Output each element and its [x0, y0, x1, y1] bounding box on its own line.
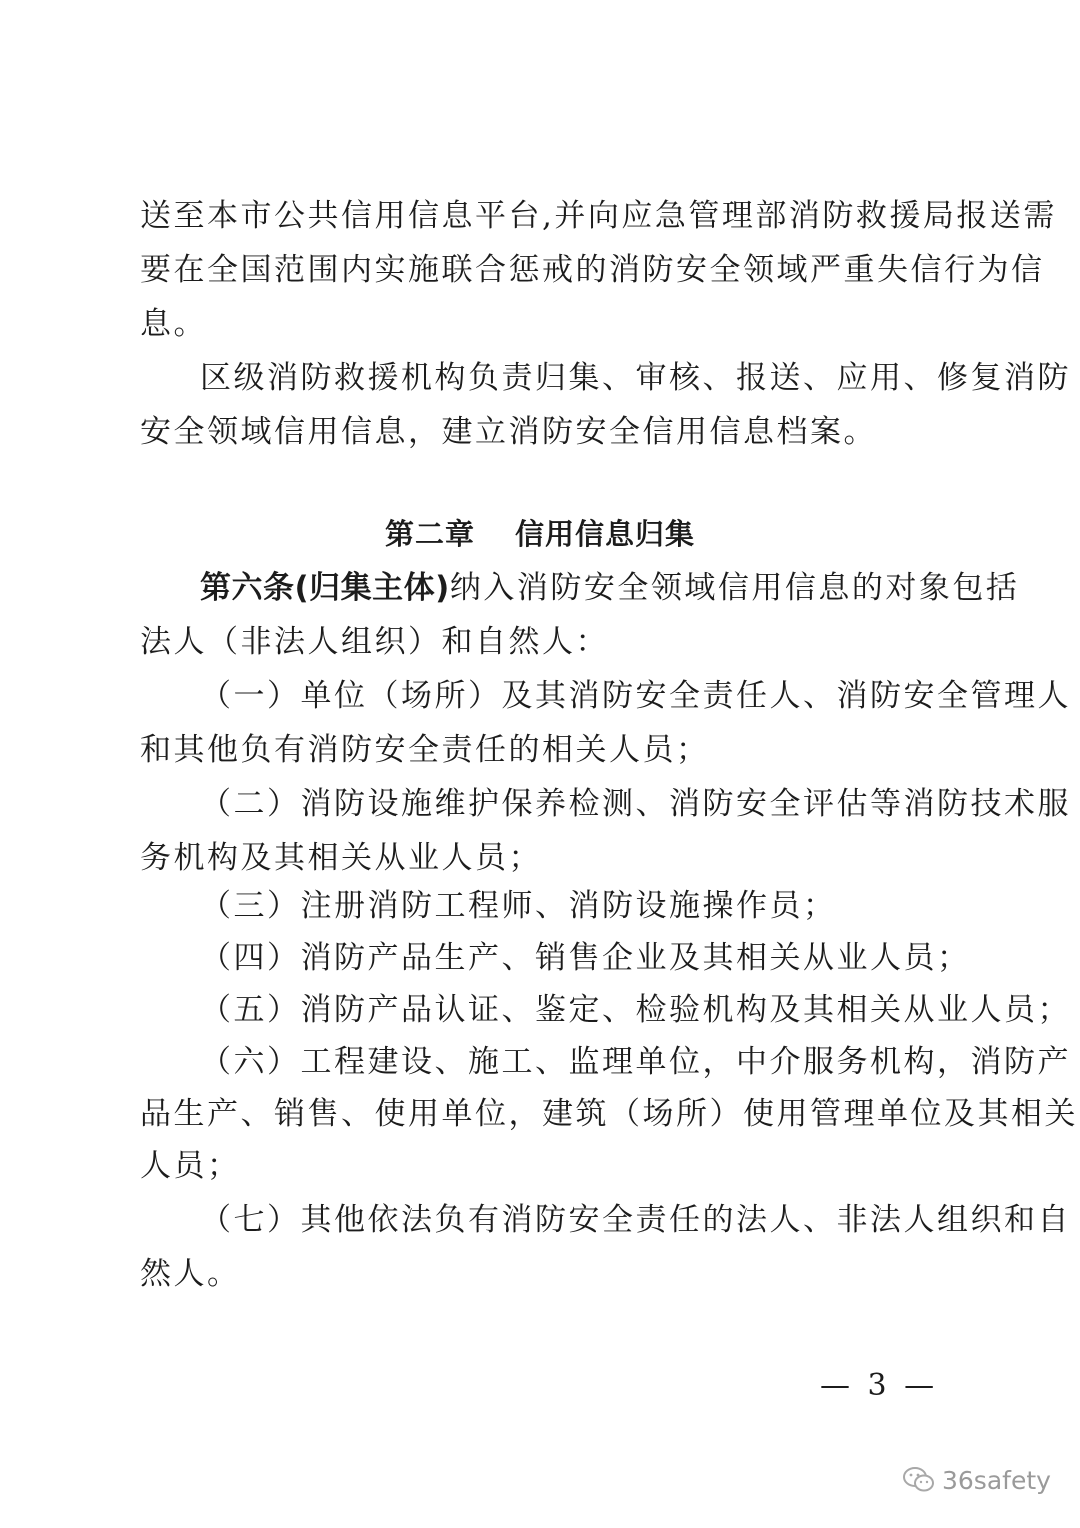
article-lead: 第六条(归集主体): [200, 570, 450, 606]
chapter-number: 第二章: [384, 517, 475, 551]
list-item-line: （四）消防产品生产、销售企业及其相关从业人员；: [200, 940, 971, 976]
list-item-line: （三）注册消防工程师、消防设施操作员；: [200, 888, 837, 924]
chapter-heading: [0, 514, 1080, 554]
chapter-title: 信用信息归集: [515, 517, 696, 551]
watermark-text: 36safety: [942, 1465, 1051, 1495]
paragraph-line: 息。: [140, 306, 207, 342]
article-text: 纳入消防安全领域信用信息的对象包括: [449, 570, 1020, 606]
list-item-line: （一）单位（场所）及其消防安全责任人、消防安全管理人: [200, 678, 1071, 714]
paragraph-line: 要在全国范围内实施联合惩戒的消防安全领域严重失信行为信: [140, 252, 1045, 288]
list-item-line: 人员；: [140, 1148, 241, 1184]
article-line: [200, 568, 1019, 608]
page-number: — 3 —: [820, 1368, 939, 1403]
watermark: [902, 1462, 1051, 1498]
paragraph-line: 送至本市公共信用信息平台,并向应急管理部消防救援局报送需: [140, 198, 1057, 234]
list-item-line: （七）其他依法负有消防安全责任的法人、非法人组织和自: [200, 1202, 1071, 1238]
list-item-line: 和其他负有消防安全责任的相关人员；: [140, 732, 710, 768]
list-item-line: （二）消防设施维护保养检测、消防安全评估等消防技术服: [200, 786, 1071, 822]
wechat-icon: [902, 1465, 936, 1495]
list-item-line: 务机构及其相关从业人员；: [140, 840, 542, 876]
list-item-line: （五）消防产品认证、鉴定、检验机构及其相关从业人员；: [200, 992, 1071, 1028]
paragraph-line: 安全领域信用信息，建立消防安全信用信息档案。: [140, 414, 877, 450]
paragraph-line: 区级消防救援机构负责归集、审核、报送、应用、修复消防: [200, 360, 1071, 396]
list-item-line: 品生产、销售、使用单位，建筑（场所）使用管理单位及其相关: [140, 1096, 1078, 1132]
list-item-line: （六）工程建设、施工、监理单位，中介服务机构，消防产: [200, 1044, 1071, 1080]
list-item-line: 然人。: [140, 1256, 241, 1292]
article-line: 法人（非法人组织）和自然人：: [140, 624, 609, 660]
